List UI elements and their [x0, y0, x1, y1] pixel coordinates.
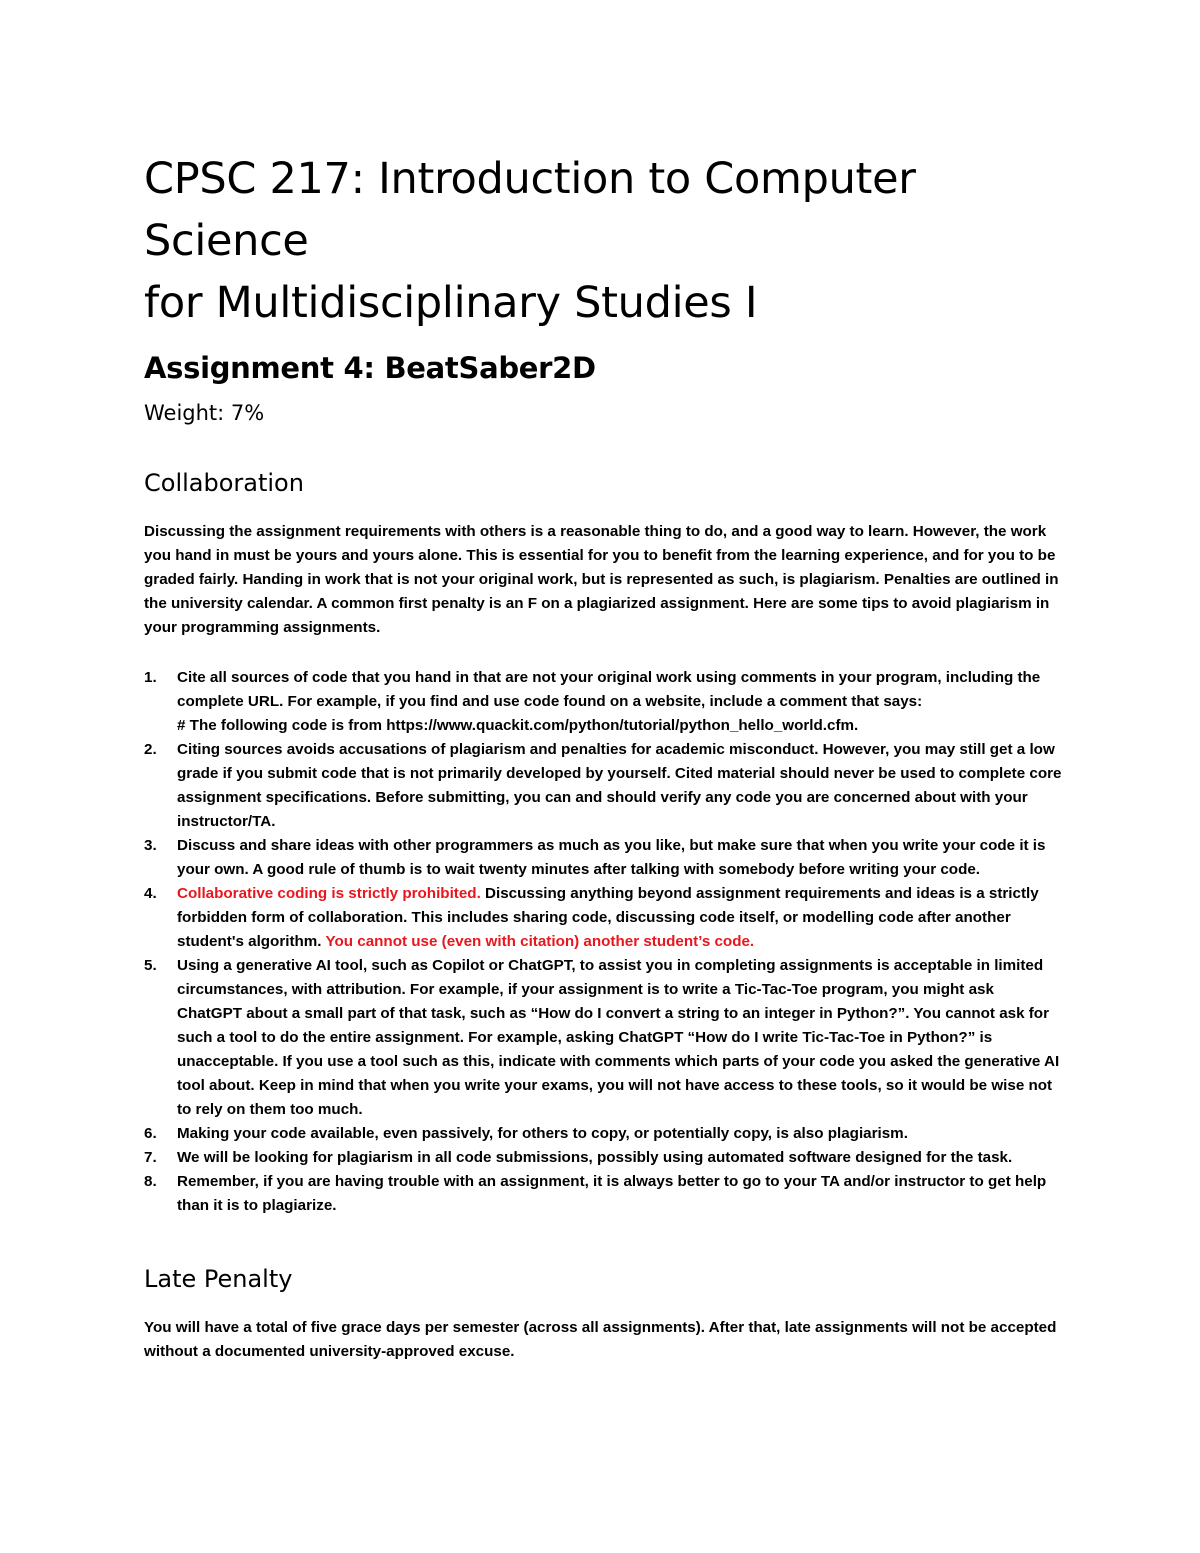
prohibition-warning: Collaborative coding is strictly prohibited. [177, 885, 481, 902]
citation-warning: You cannot use (even with citation) another student’s code. [325, 933, 755, 950]
late-penalty-text: You will have a total of five grace days per semester (across all assignments). After that, late assignments will not be accepted without a documented university-approved excuse. [144, 1319, 1057, 1360]
list-number: 5. [144, 957, 157, 974]
page-title [144, 148, 1062, 334]
title-line-1: CPSC 217: Introduction to Computer Science [144, 154, 916, 266]
document-content [144, 148, 1062, 1364]
citation-example: # The following code is from https://www.quackit.com/python/tutorial/python_hello_world.cfm. [177, 717, 859, 734]
collaboration-intro: Discussing the assignment requirements with others is a reasonable thing to do, and a good way to learn. However, the work you hand in must be yours and yours alone. This is essential for you to benefit from the learning experience, and for you to be graded fairly. Handing in work that is not your original work, but is represented as such, is plagiarism. Penalties are outlined in the university calendar. A common first penalty is an F on a plagiarized assignment. Here are some tips to avoid plagiarism in your programming assignments. [144, 523, 1059, 636]
list-number: 6. [144, 1125, 157, 1142]
list-number: 7. [144, 1149, 157, 1166]
list-item-3 [144, 834, 1062, 882]
title-line-2: for Multidisciplinary Studies I [144, 278, 758, 328]
list-item-8 [144, 1170, 1062, 1218]
list-item-text: Discussing anything beyond assignment requirements and ideas is a strictly forbidden form of collaboration. This includes sharing code, discussing code itself, or modelling code after another student's algorithm. [177, 885, 1039, 950]
list-number: 1. [144, 669, 157, 686]
list-item-text: Making your code available, even passively, for others to copy, or potentially copy, is also plagiarism. [177, 1125, 908, 1142]
list-number: 2. [144, 741, 157, 758]
late-penalty-heading: Late Penalty [144, 1265, 293, 1293]
list-item-5 [144, 954, 1062, 1122]
list-item-text: Cite all sources of code that you hand in that are not your original work using comments in your program, including the complete URL. For example, if you find and use code found on a website, include a comment that says: [177, 669, 1041, 710]
plagiarism-tips-list [144, 666, 1062, 1218]
list-item-text: Discuss and share ideas with other programmers as much as you like, but make sure that when you write your code it is your own. A good rule of thumb is to wait twenty minutes after talking with somebody before writing your code. [177, 837, 1046, 878]
list-item-text: We will be looking for plagiarism in all code submissions, possibly using automated software designed for the task. [177, 1149, 1013, 1166]
assignment-weight: Weight: 7% [144, 401, 265, 425]
list-number: 8. [144, 1173, 157, 1190]
list-item-1 [144, 666, 1062, 738]
list-item-7 [144, 1146, 1062, 1170]
list-item-2 [144, 738, 1062, 834]
assignment-subtitle: Assignment 4: BeatSaber2D [144, 351, 596, 385]
list-item-text: Citing sources avoids accusations of plagiarism and penalties for academic misconduct. However, you may still get a low grade if you submit code that is not primarily developed by yourself. Cited material should never be used to complete core assignment specifications. Before submitting, you can and should verify any code you are concerned about with your instructor/TA. [177, 741, 1062, 830]
list-item-text: Remember, if you are having trouble with an assignment, it is always better to go to your TA and/or instructor to get help than it is to plagiarize. [177, 1173, 1047, 1214]
list-item-6 [144, 1122, 1062, 1146]
list-number: 3. [144, 837, 157, 854]
list-item-4 [144, 882, 1062, 954]
list-item-text: Using a generative AI tool, such as Copilot or ChatGPT, to assist you in completing assignments is acceptable in limited circumstances, with attribution. For example, if your assignment is to write a Tic-Tac-Toe program, you might ask ChatGPT about a small part of that task, such as “How do I convert a string to an integer in Python?”. You cannot ask for such a tool to do the entire assignment. For example, asking ChatGPT “How do I write Tic-Tac-Toe in Python?” is unacceptable. If you use a tool such as this, indicate with comments which parts of your code you asked the generative AI tool about. Keep in mind that when you write your exams, you will not have access to these tools, so it would be wise not to rely on them too much. [177, 957, 1060, 1118]
list-number: 4. [144, 885, 157, 902]
collaboration-heading: Collaboration [144, 469, 304, 497]
